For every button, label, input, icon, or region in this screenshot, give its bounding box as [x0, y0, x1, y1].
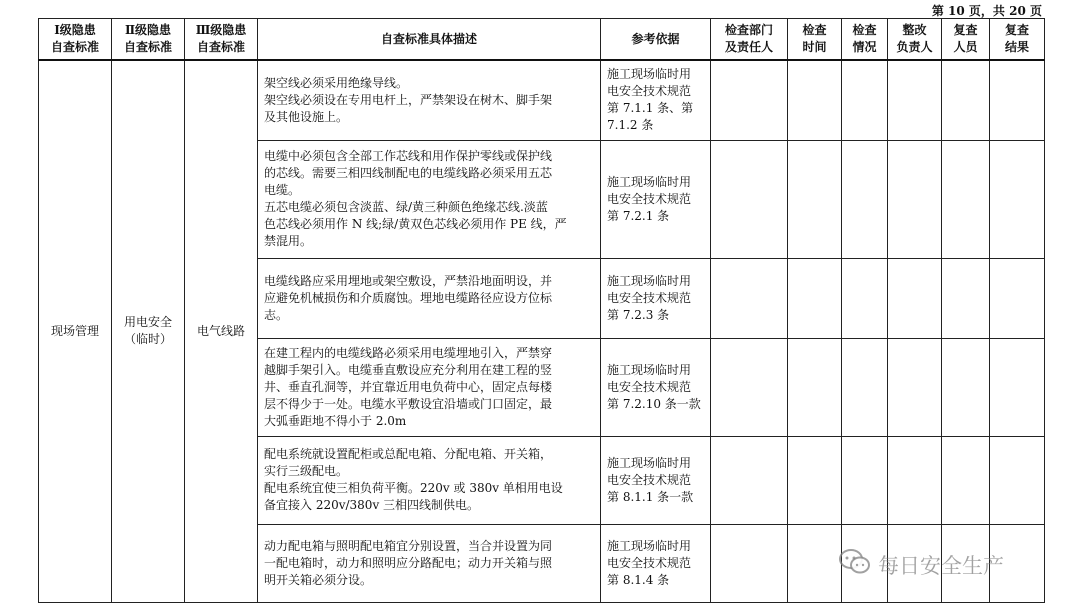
time-cell[interactable] — [788, 436, 842, 524]
status-cell[interactable] — [842, 60, 888, 140]
result-cell[interactable] — [990, 60, 1045, 140]
dept-cell[interactable] — [711, 258, 788, 338]
reviewer-cell[interactable] — [942, 258, 990, 338]
time-cell[interactable] — [788, 258, 842, 338]
dept-cell[interactable] — [711, 140, 788, 258]
header-level2: Ⅱ级隐患 自查标准 — [112, 19, 185, 61]
status-cell[interactable] — [842, 140, 888, 258]
header-level1: Ⅰ级隐患 自查标准 — [39, 19, 112, 61]
description-cell: 电缆中必须包含全部工作芯线和用作保护零线或保护线 的芯线。需要三相四线制配电的电缆线路必须采用五芯 电缆。 五芯电缆必须包含淡蓝、绿/黄三种颜色绝缘芯线.淡蓝 色芯线必须用作 N 线;绿/黄双色芯线必须用作 PE 线，严 禁混用。 — [258, 140, 601, 258]
time-cell[interactable] — [788, 338, 842, 436]
category-level2: 用电安全 （临时） — [112, 60, 185, 602]
reviewer-cell[interactable] — [942, 436, 990, 524]
header-rectifier: 整改 负责人 — [888, 19, 942, 61]
reviewer-cell[interactable] — [942, 60, 990, 140]
header-result: 复查 结果 — [990, 19, 1045, 61]
rectifier-cell[interactable] — [888, 258, 942, 338]
header-dept: 检查部门 及责任人 — [711, 19, 788, 61]
description-cell: 电缆线路应采用埋地或架空敷设，严禁沿地面明设，并 应避免机械损伤和介质腐蚀。埋地电缆路径应设方位标 志。 — [258, 258, 601, 338]
reference-cell: 施工现场临时用 电安全技术规范 第 7.2.3 条 — [601, 258, 711, 338]
time-cell[interactable] — [788, 140, 842, 258]
reviewer-cell[interactable] — [942, 338, 990, 436]
reference-cell: 施工现场临时用 电安全技术规范 第 8.1.4 条 — [601, 524, 711, 602]
category-level3: 电气线路 — [185, 60, 258, 602]
dept-cell[interactable] — [711, 60, 788, 140]
description-cell: 动力配电箱与照明配电箱宜分别设置，当合并设置为同 一配电箱时，动力和照明应分路配电；动力开关箱与照 明开关箱必须分设。 — [258, 524, 601, 602]
dept-cell[interactable] — [711, 436, 788, 524]
category-level1: 现场管理 — [39, 60, 112, 602]
time-cell[interactable] — [788, 60, 842, 140]
watermark — [838, 548, 1004, 581]
rectifier-cell[interactable] — [888, 60, 942, 140]
dept-cell[interactable] — [711, 524, 788, 602]
description-cell: 配电系统就设置配柜或总配电箱、分配电箱、开关箱， 实行三级配电。 配电系统宜使三相负荷平衡。220v 或 380v 单相用电设 备宜接入 220v/380v 三相四线制供电。 — [258, 436, 601, 524]
status-cell[interactable] — [842, 258, 888, 338]
watermark-text: 每日安全生产 — [878, 553, 1004, 578]
time-cell[interactable] — [788, 524, 842, 602]
header-level3: Ⅲ级隐患 自查标准 — [185, 19, 258, 61]
description-cell: 架空线必须采用绝缘导线。 架空线必须设在专用电杆上，严禁架设在树木、脚手架 及其他设施上。 — [258, 60, 601, 140]
result-cell[interactable] — [990, 140, 1045, 258]
result-cell[interactable] — [990, 436, 1045, 524]
header-time: 检查 时间 — [788, 19, 842, 61]
page-indicator: 第 10 页，共 20 页 — [931, 4, 1042, 18]
header-row — [39, 19, 1045, 61]
result-cell[interactable] — [990, 258, 1045, 338]
inspection-table — [38, 18, 1045, 603]
reference-cell: 施工现场临时用 电安全技术规范 第 7.2.10 条一款 — [601, 338, 711, 436]
reviewer-cell[interactable] — [942, 140, 990, 258]
reference-cell: 施工现场临时用 电安全技术规范 第 7.2.1 条 — [601, 140, 711, 258]
rectifier-cell[interactable] — [888, 436, 942, 524]
header-status: 检查 情况 — [842, 19, 888, 61]
result-cell[interactable] — [990, 338, 1045, 436]
status-cell[interactable] — [842, 338, 888, 436]
table-row — [39, 60, 1045, 140]
chat-bubbles-icon — [838, 548, 872, 581]
reference-cell: 施工现场临时用 电安全技术规范 第 7.1.1 条、第 7.1.2 条 — [601, 60, 711, 140]
header-reference: 参考依据 — [601, 19, 711, 61]
rectifier-cell[interactable] — [888, 338, 942, 436]
status-cell[interactable] — [842, 436, 888, 524]
dept-cell[interactable] — [711, 338, 788, 436]
rectifier-cell[interactable] — [888, 140, 942, 258]
header-description: 自查标准具体描述 — [258, 19, 601, 61]
description-cell: 在建工程内的电缆线路必须采用电缆埋地引入，严禁穿 越脚手架引入。电缆垂直敷设应充分利用在建工程的竖 井、垂直孔洞等，并宜靠近用电负荷中心，固定点每楼 层不得少于一处。电缆水平敷设宜沿墙或门口固定，最 大弧垂距地不得小于 2.0m — [258, 338, 601, 436]
header-reviewer: 复查 人员 — [942, 19, 990, 61]
reference-cell: 施工现场临时用 电安全技术规范 第 8.1.1 条一款 — [601, 436, 711, 524]
